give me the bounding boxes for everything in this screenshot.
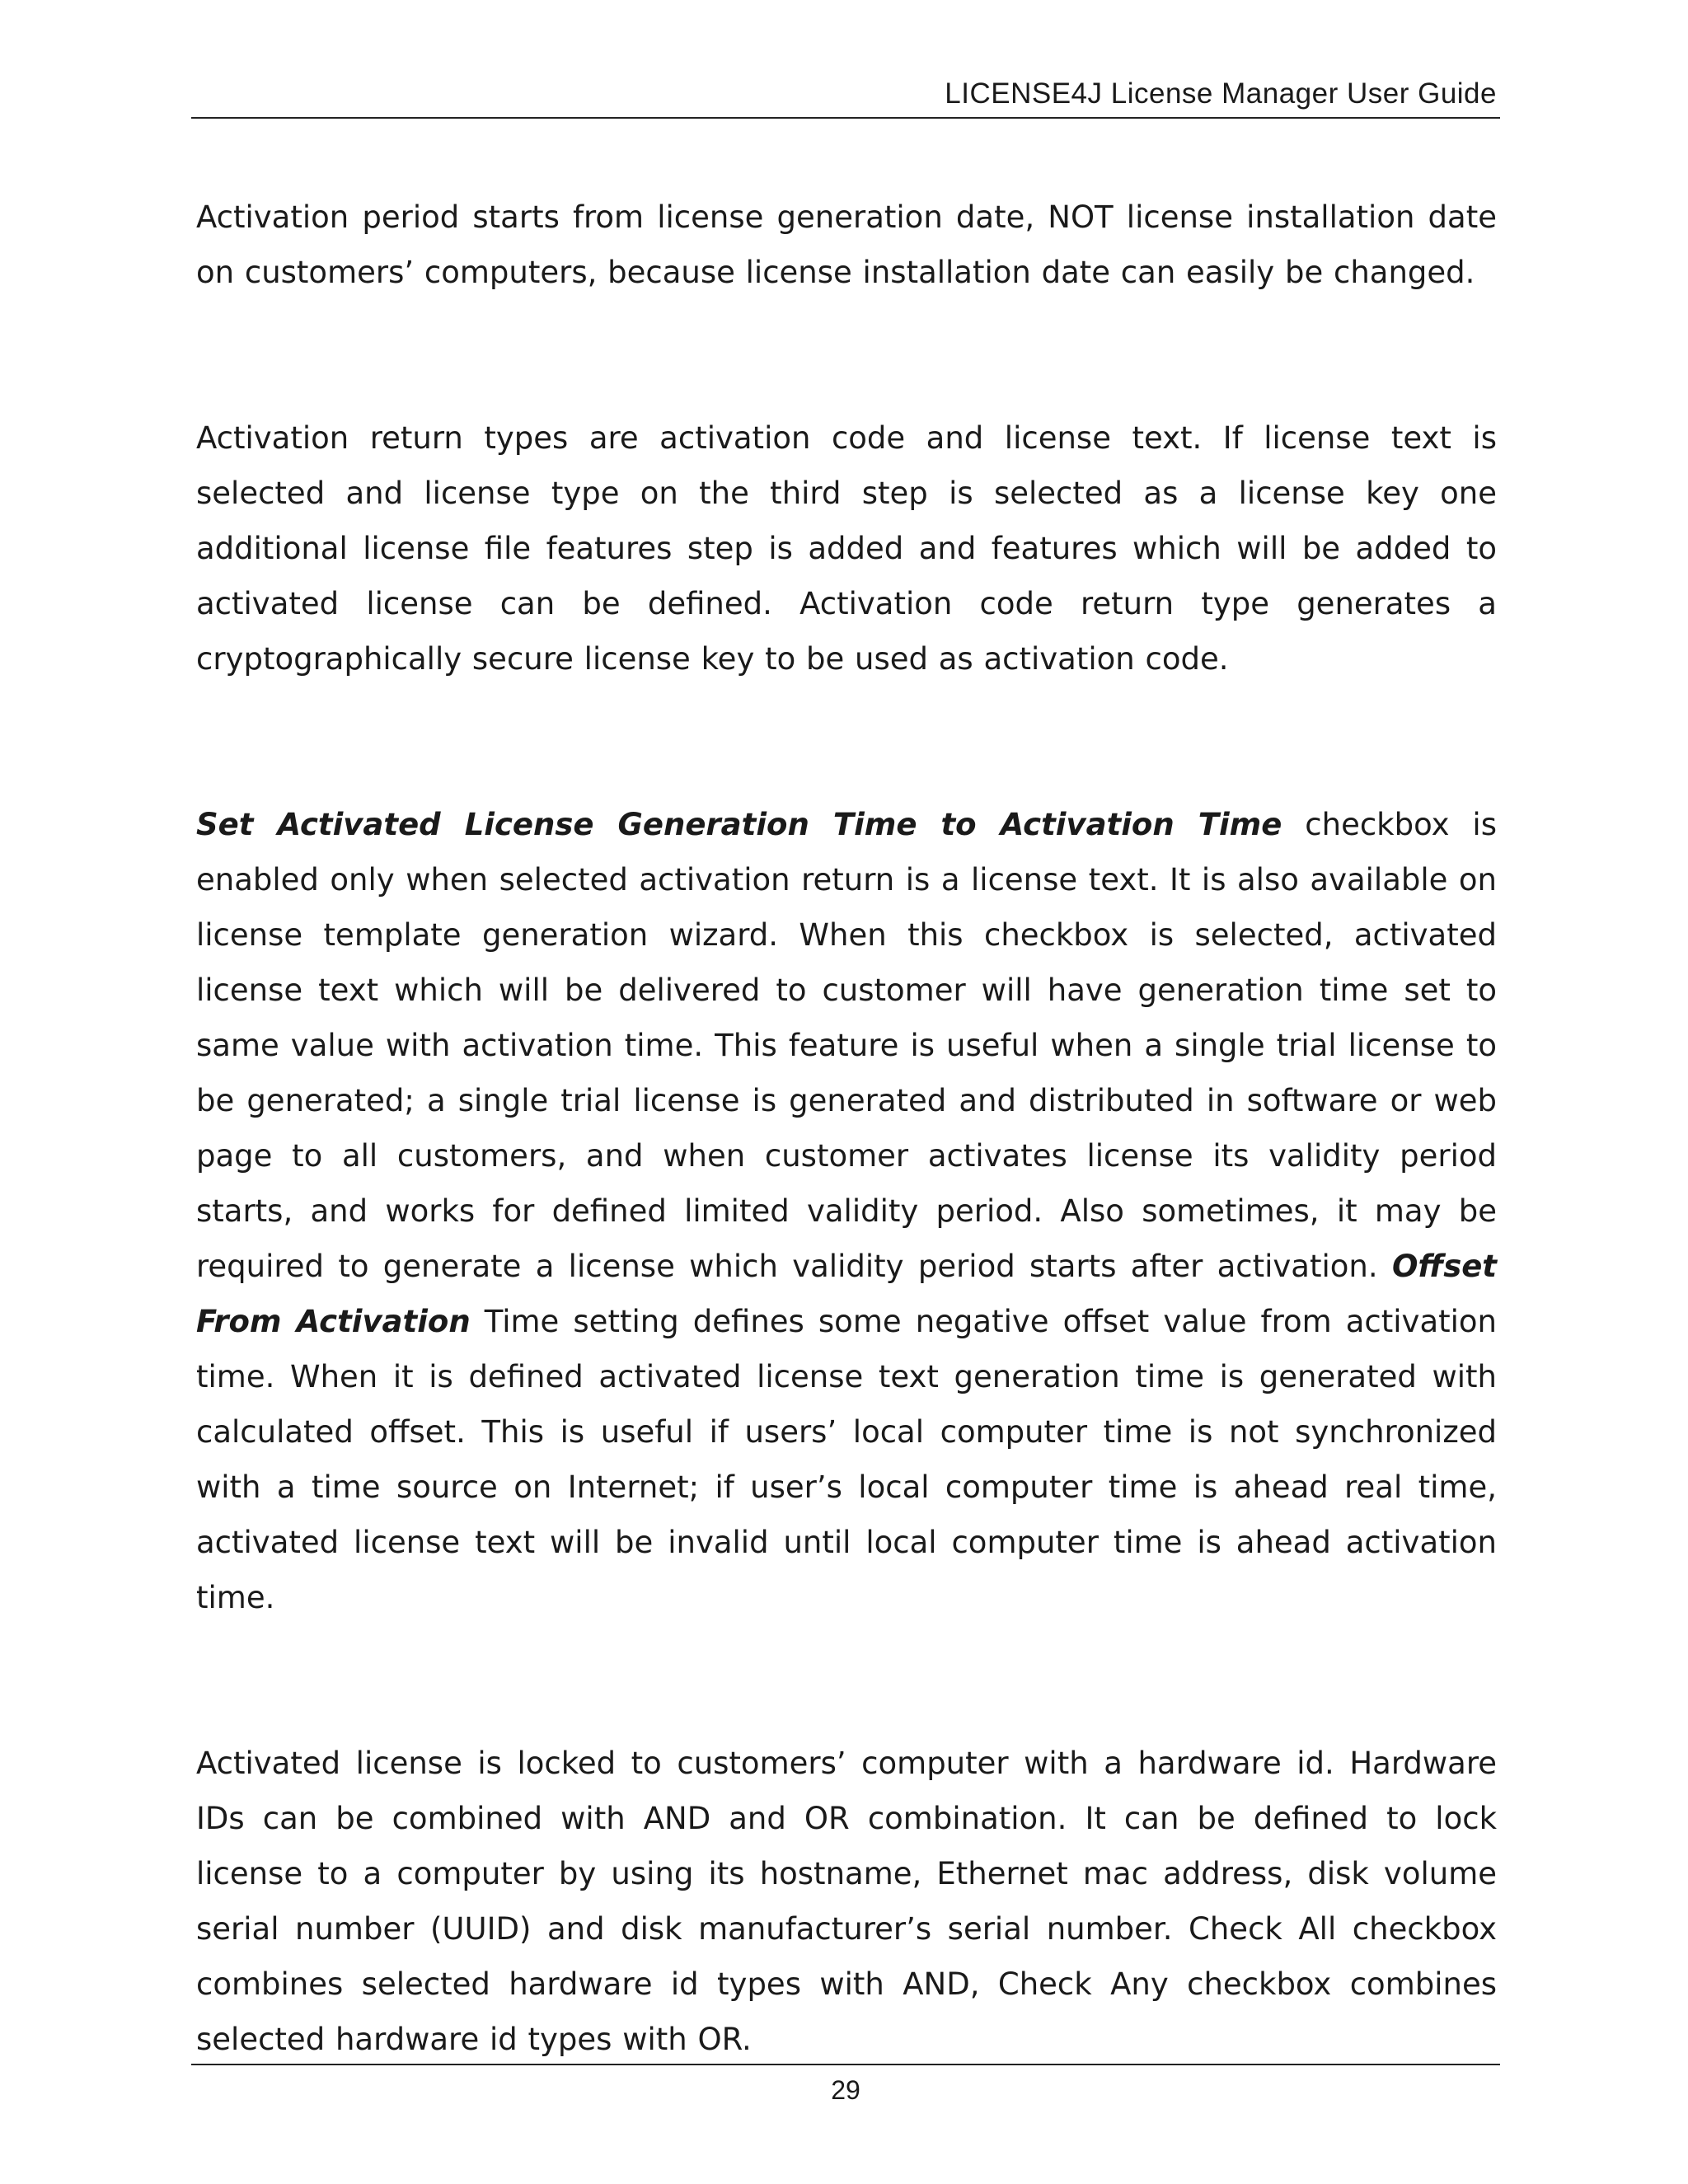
- page-body: [196, 190, 1497, 2177]
- paragraph-text-part: Time setting defines some negative offset value from activation time. When it is defined activated license text generation time is generated with calculated offset. This is useful if users’ local computer time is not synchronized with a time source on Internet; if user’s local computer time is ahead real time, activated license text will be invalid until local computer time is ahead activation time.: [196, 1304, 1498, 1615]
- paragraph-activation-period: Activation period starts from license generation date, NOT license installation date on customers’ computers, because license installation date can easily be changed.: [196, 199, 1497, 290]
- term-offset-from-activation: Offset From Activation: [196, 1249, 1497, 1339]
- paragraph-activation-return-types: Activation return types are activation code and license text. If license text is selected and license type on the third step is selected as a license key one additional license file features step is added and features which will be added to activated license can be defined. Activation code return type generates a cryptographically secure license key to be used as activation code.: [196, 420, 1497, 677]
- page-header: [191, 76, 1500, 119]
- page-footer: [191, 2064, 1500, 2105]
- page-number: 29: [831, 2075, 860, 2105]
- paragraph-generation-time: [196, 797, 1497, 1625]
- paragraph-hardware-id: Activated license is locked to customers’ computer with a hardware id. Hardware IDs can be combined with AND and OR combination. It can be defined to lock license to a computer by using its hostname, Ethernet mac address, disk volume serial number (UUID) and disk manufacturer’s serial number. Check All checkbox combines selected hardware id types with AND, Check Any checkbox combines selected hardware id types with OR.: [196, 1746, 1497, 2057]
- paragraph-text-part: checkbox is enabled only when selected activation return is a license text. It is also available on license template generation wizard. When this checkbox is selected, activated license text which will be delivered to customer will have generation time set to same value with activation time. This feature is useful when a single trial license to be generated; a single trial license is generated and distributed in software or web page to all customers, and when customer activates license its validity period starts, and works for defined limited validity period. Also sometimes, it may be required to generate a license which validity period starts after activation.: [196, 807, 1497, 1284]
- term-set-activated-license-generation-time: Set Activated License Generation Time to Activation Time: [196, 807, 1282, 842]
- document-title: LICENSE4J License Manager User Guide: [945, 77, 1497, 110]
